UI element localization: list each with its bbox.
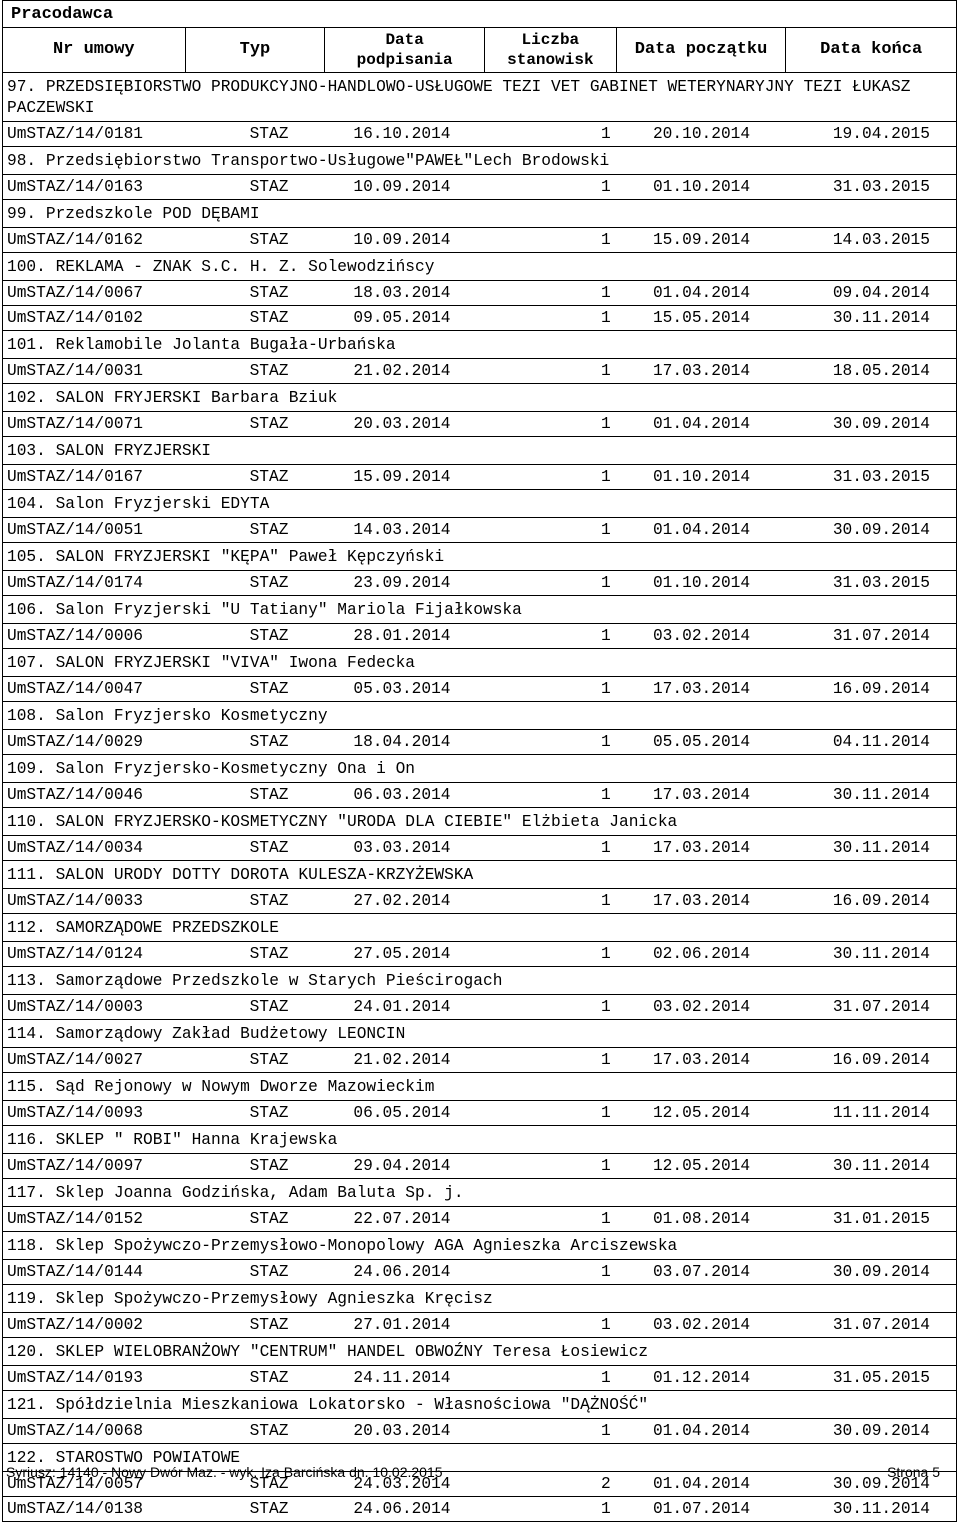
contract-type: STAZ [249,521,289,539]
contract-number: UmSTAZ/14/0027 [7,1051,143,1069]
contract-number: UmSTAZ/14/0003 [7,998,143,1016]
positions-count: 2 [601,1475,611,1493]
end-date: 11.11.2014 [832,1104,930,1122]
employer-name: 105. SALON FRYZJERSKI "KĘPA" Paweł Kępczyński [3,543,956,571]
sign-date: 22.07.2014 [353,1210,451,1228]
contract-number: UmSTAZ/14/0181 [7,125,143,143]
contract-number: UmSTAZ/14/0006 [7,627,143,645]
sign-date: 10.09.2014 [353,178,451,196]
positions-count: 1 [601,627,611,645]
employer-name: 111. SALON URODY DOTTY DOROTA KULESZA-KRZYŻEWSKA [3,861,956,889]
sign-date: 20.03.2014 [353,415,451,433]
table-row [3,281,956,306]
employer-name: 110. SALON FRYZJERSKO-KOSMETYCZNY "URODA DLA CIEBIE" Elżbieta Janicka [3,808,956,836]
contract-type: STAZ [249,178,289,196]
end-date: 09.04.2014 [832,284,930,302]
start-date: 17.03.2014 [652,680,751,698]
start-date: 01.10.2014 [652,574,751,592]
contract-type: STAZ [249,1263,289,1281]
employer-name: 98. Przedsiębiorstwo Transportwo-Usługowe"PAWEŁ"Lech Brodowski [3,147,956,175]
table-row [3,1154,956,1179]
start-date: 12.05.2014 [652,1157,751,1175]
positions-count: 1 [601,945,611,963]
contract-number: UmSTAZ/14/0033 [7,892,143,910]
sign-date: 24.01.2014 [353,998,451,1016]
report-table [2,0,957,1522]
sign-date: 24.03.2014 [353,1475,451,1493]
positions-count: 1 [601,309,611,327]
start-date: 01.04.2014 [652,1422,751,1440]
end-date: 30.11.2014 [832,309,930,327]
employer-name: 114. Samorządowy Zakład Budżetowy LEONCIN [3,1020,956,1048]
end-date: 16.09.2014 [832,680,930,698]
sign-date: 24.06.2014 [353,1500,451,1518]
employer-name: 109. Salon Fryzjersko-Kosmetyczny Ona i On [3,755,956,783]
end-date: 31.05.2015 [832,1369,930,1387]
start-date: 01.10.2014 [652,178,751,196]
positions-count: 1 [601,178,611,196]
contract-type: STAZ [249,1051,289,1069]
contract-type: STAZ [249,945,289,963]
positions-count: 1 [601,1157,611,1175]
positions-count: 1 [601,284,611,302]
positions-count: 1 [601,1263,611,1281]
contract-type: STAZ [249,1104,289,1122]
sign-date: 06.05.2014 [353,1104,451,1122]
table-row [3,624,956,649]
contract-number: UmSTAZ/14/0093 [7,1104,143,1122]
contract-number: UmSTAZ/14/0193 [7,1369,143,1387]
start-date: 01.04.2014 [652,415,751,433]
start-date: 03.02.2014 [652,998,751,1016]
employer-name: 104. Salon Fryzjerski EDYTA [3,490,956,518]
contract-type: STAZ [249,1210,289,1228]
table-row [3,783,956,808]
end-date: 31.03.2015 [832,178,930,196]
end-date: 30.09.2014 [832,1422,930,1440]
sign-date: 05.03.2014 [353,680,451,698]
table-title: Pracodawca [2,0,957,27]
contract-number: UmSTAZ/14/0047 [7,680,143,698]
contract-number: UmSTAZ/14/0057 [7,1475,143,1493]
contract-number: UmSTAZ/14/0102 [7,309,143,327]
start-date: 01.12.2014 [652,1369,751,1387]
table-row [3,677,956,702]
positions-count: 1 [601,1316,611,1334]
table-row [3,1313,956,1338]
positions-count: 1 [601,733,611,751]
positions-count: 1 [601,362,611,380]
end-date: 31.07.2014 [832,998,930,1016]
sign-date: 27.02.2014 [353,892,451,910]
sign-date: 24.06.2014 [353,1263,451,1281]
end-date: 30.11.2014 [832,1157,930,1175]
start-date: 15.05.2014 [652,309,751,327]
sign-date: 16.10.2014 [353,125,451,143]
table-row [3,1101,956,1126]
table-row [3,518,956,543]
start-date: 05.05.2014 [652,733,751,751]
end-date: 19.04.2015 [832,125,930,143]
table-row [3,730,956,755]
employer-name: 107. SALON FRYZJERSKI "VIVA" Iwona Fedecka [3,649,956,677]
positions-count: 1 [601,786,611,804]
employer-name: 99. Przedszkole POD DĘBAMI [3,200,956,228]
employer-name: 118. Sklep Spożywczo-Przemysłowo-Monopolowy AGA Agnieszka Arciszewska [3,1232,956,1260]
table-header [2,27,957,73]
end-date: 30.11.2014 [832,945,930,963]
employer-name: 116. SKLEP " ROBI" Hanna Krajewska [3,1126,956,1154]
column-header: Data końca [820,40,923,59]
contract-type: STAZ [249,1475,289,1493]
employer-name: 113. Samorządowe Przedszkole w Starych Pieścirogach [3,967,956,995]
table-body [2,73,957,1522]
contract-type: STAZ [249,627,289,645]
contract-number: UmSTAZ/14/0124 [7,945,143,963]
contract-number: UmSTAZ/14/0031 [7,362,143,380]
column-header: Nr umowy [3,28,186,72]
sign-date: 18.03.2014 [353,284,451,302]
end-date: 30.09.2014 [832,1263,930,1281]
positions-count: 1 [601,574,611,592]
positions-count: 1 [601,680,611,698]
employer-name: 115. Sąd Rejonowy w Nowym Dworze Mazowieckim [3,1073,956,1101]
contract-type: STAZ [249,680,289,698]
contract-number: UmSTAZ/14/0046 [7,786,143,804]
start-date: 03.02.2014 [652,1316,751,1334]
end-date: 16.09.2014 [832,1051,930,1069]
positions-count: 1 [601,998,611,1016]
sign-date: 20.03.2014 [353,1422,451,1440]
table-row [3,889,956,914]
start-date: 20.10.2014 [652,125,751,143]
contract-number: UmSTAZ/14/0163 [7,178,143,196]
table-row [3,1497,956,1521]
positions-count: 1 [601,521,611,539]
contract-type: STAZ [249,284,289,302]
end-date: 31.07.2014 [832,627,930,645]
contract-type: STAZ [249,998,289,1016]
column-header: Typ [186,28,326,72]
contract-number: UmSTAZ/14/0029 [7,733,143,751]
end-date: 30.09.2014 [832,415,930,433]
table-row [3,1260,956,1285]
contract-type: STAZ [249,415,289,433]
start-date: 17.03.2014 [652,786,751,804]
contract-number: UmSTAZ/14/0152 [7,1210,143,1228]
table-row [3,1207,956,1232]
start-date: 17.03.2014 [652,1051,751,1069]
end-date: 04.11.2014 [832,733,930,751]
sign-date: 15.09.2014 [353,468,451,486]
positions-count: 1 [601,468,611,486]
sign-date: 24.11.2014 [353,1369,451,1387]
end-date: 30.09.2014 [832,521,930,539]
contract-type: STAZ [249,1157,289,1175]
contract-type: STAZ [249,125,289,143]
employer-name: 121. Spółdzielnia Mieszkaniowa Lokatorsko - Własnościowa "DĄŻNOŚĆ" [3,1391,956,1419]
table-row [3,571,956,596]
table-row [3,995,956,1020]
employer-name: 102. SALON FRYJERSKI Barbara Bziuk [3,384,956,412]
sign-date: 14.03.2014 [353,521,451,539]
table-row [3,228,956,253]
employer-name: 122. STAROSTWO POWIATOWE [3,1444,956,1472]
positions-count: 1 [601,892,611,910]
start-date: 01.07.2014 [652,1500,751,1518]
contract-number: UmSTAZ/14/0002 [7,1316,143,1334]
employer-name: 103. SALON FRYZJERSKI [3,437,956,465]
page-number: Strona 5 [887,1464,940,1480]
contract-type: STAZ [249,231,289,249]
column-header: Data początku [617,28,787,72]
start-date: 17.03.2014 [652,839,751,857]
end-date: 31.01.2015 [832,1210,930,1228]
table-row [3,1366,956,1391]
contract-number: UmSTAZ/14/0067 [7,284,143,302]
contract-number: UmSTAZ/14/0167 [7,468,143,486]
table-row [3,836,956,861]
sign-date: 03.03.2014 [353,839,451,857]
positions-count: 1 [601,1104,611,1122]
sign-date: 27.05.2014 [353,945,451,963]
employer-name: 119. Sklep Spożywczo-Przemysłowy Agnieszka Kręcisz [3,1285,956,1313]
sign-date: 23.09.2014 [353,574,451,592]
employer-name: 120. SKLEP WIELOBRANŻOWY "CENTRUM" HANDEL OBWOŹNY Teresa Łosiewicz [3,1338,956,1366]
sign-date: 27.01.2014 [353,1316,451,1334]
table-row [3,412,956,437]
end-date: 18.05.2014 [832,362,930,380]
contract-number: UmSTAZ/14/0162 [7,231,143,249]
sign-date: 21.02.2014 [353,362,451,380]
start-date: 17.03.2014 [652,892,751,910]
contract-number: UmSTAZ/14/0097 [7,1157,143,1175]
column-header: Data podpisania [325,28,485,72]
start-date: 17.03.2014 [652,362,751,380]
sign-date: 29.04.2014 [353,1157,451,1175]
end-date: 30.11.2014 [832,786,930,804]
end-date: 30.11.2014 [832,839,930,857]
positions-count: 1 [601,415,611,433]
contract-number: UmSTAZ/14/0071 [7,415,143,433]
contract-type: STAZ [249,362,289,380]
positions-count: 1 [601,1422,611,1440]
start-date: 15.09.2014 [652,231,751,249]
positions-count: 1 [601,1369,611,1387]
sign-date: 18.04.2014 [353,733,451,751]
contract-number: UmSTAZ/14/0068 [7,1422,143,1440]
employer-name: 106. Salon Fryzjerski "U Tatiany" Mariola Fijałkowska [3,596,956,624]
table-row [3,1419,956,1444]
footer-info: Syriusz: 14140 - Nowy Dwór Maz. - wyk. Iza Barcińska dn. 10.02.2015 [6,1464,443,1480]
contract-type: STAZ [249,1500,289,1518]
contract-type: STAZ [249,839,289,857]
employer-name: 97. PRZEDSIĘBIORSTWO PRODUKCYJNO-HANDLOWO-USŁUGOWE TEZI VET GABINET WETERYNARYJNY TEZI ŁUKASZ PACZEWSKI [3,73,956,122]
contract-type: STAZ [249,309,289,327]
start-date: 01.10.2014 [652,468,751,486]
contract-type: STAZ [249,733,289,751]
end-date: 14.03.2015 [832,231,930,249]
contract-type: STAZ [249,786,289,804]
end-date: 31.03.2015 [832,468,930,486]
start-date: 01.08.2014 [652,1210,751,1228]
positions-count: 1 [601,125,611,143]
start-date: 12.05.2014 [652,1104,751,1122]
start-date: 01.04.2014 [652,1475,751,1493]
contract-type: STAZ [249,892,289,910]
positions-count: 1 [601,839,611,857]
sign-date: 28.01.2014 [353,627,451,645]
positions-count: 1 [601,1500,611,1518]
start-date: 03.02.2014 [652,627,751,645]
table-row [3,175,956,200]
end-date: 31.07.2014 [832,1316,930,1334]
page-footer [6,1464,940,1480]
contract-type: STAZ [249,468,289,486]
table-row [3,942,956,967]
contract-type: STAZ [249,574,289,592]
start-date: 02.06.2014 [652,945,751,963]
table-row [3,465,956,490]
end-date: 16.09.2014 [832,892,930,910]
contract-number: UmSTAZ/14/0144 [7,1263,143,1281]
contract-number: UmSTAZ/14/0051 [7,521,143,539]
positions-count: 1 [601,1210,611,1228]
sign-date: 21.02.2014 [353,1051,451,1069]
contract-number: UmSTAZ/14/0034 [7,839,143,857]
employer-name: 108. Salon Fryzjersko Kosmetyczny [3,702,956,730]
start-date: 03.07.2014 [652,1263,751,1281]
end-date: 30.11.2014 [832,1500,930,1518]
contract-number: UmSTAZ/14/0174 [7,574,143,592]
contract-type: STAZ [249,1422,289,1440]
contract-type: STAZ [249,1369,289,1387]
table-row [3,306,956,331]
start-date: 01.04.2014 [652,284,751,302]
table-row [3,122,956,147]
positions-count: 1 [601,231,611,249]
sign-date: 09.05.2014 [353,309,451,327]
employer-name: 117. Sklep Joanna Godzińska, Adam Baluta Sp. j. [3,1179,956,1207]
table-row [3,359,956,384]
employer-name: 100. REKLAMA - ZNAK S.C. H. Z. Solewodzińscy [3,253,956,281]
positions-count: 1 [601,1051,611,1069]
contract-number: UmSTAZ/14/0138 [7,1500,143,1518]
sign-date: 06.03.2014 [353,786,451,804]
sign-date: 10.09.2014 [353,231,451,249]
end-date: 30.09.2014 [832,1475,930,1493]
employer-name: 101. Reklamobile Jolanta Bugała-Urbańska [3,331,956,359]
contract-type: STAZ [249,1316,289,1334]
table-row [3,1048,956,1073]
end-date: 31.03.2015 [832,574,930,592]
employer-name: 112. SAMORZĄDOWE PRZEDSZKOLE [3,914,956,942]
column-header: Liczba stanowisk [485,28,617,72]
start-date: 01.04.2014 [652,521,751,539]
